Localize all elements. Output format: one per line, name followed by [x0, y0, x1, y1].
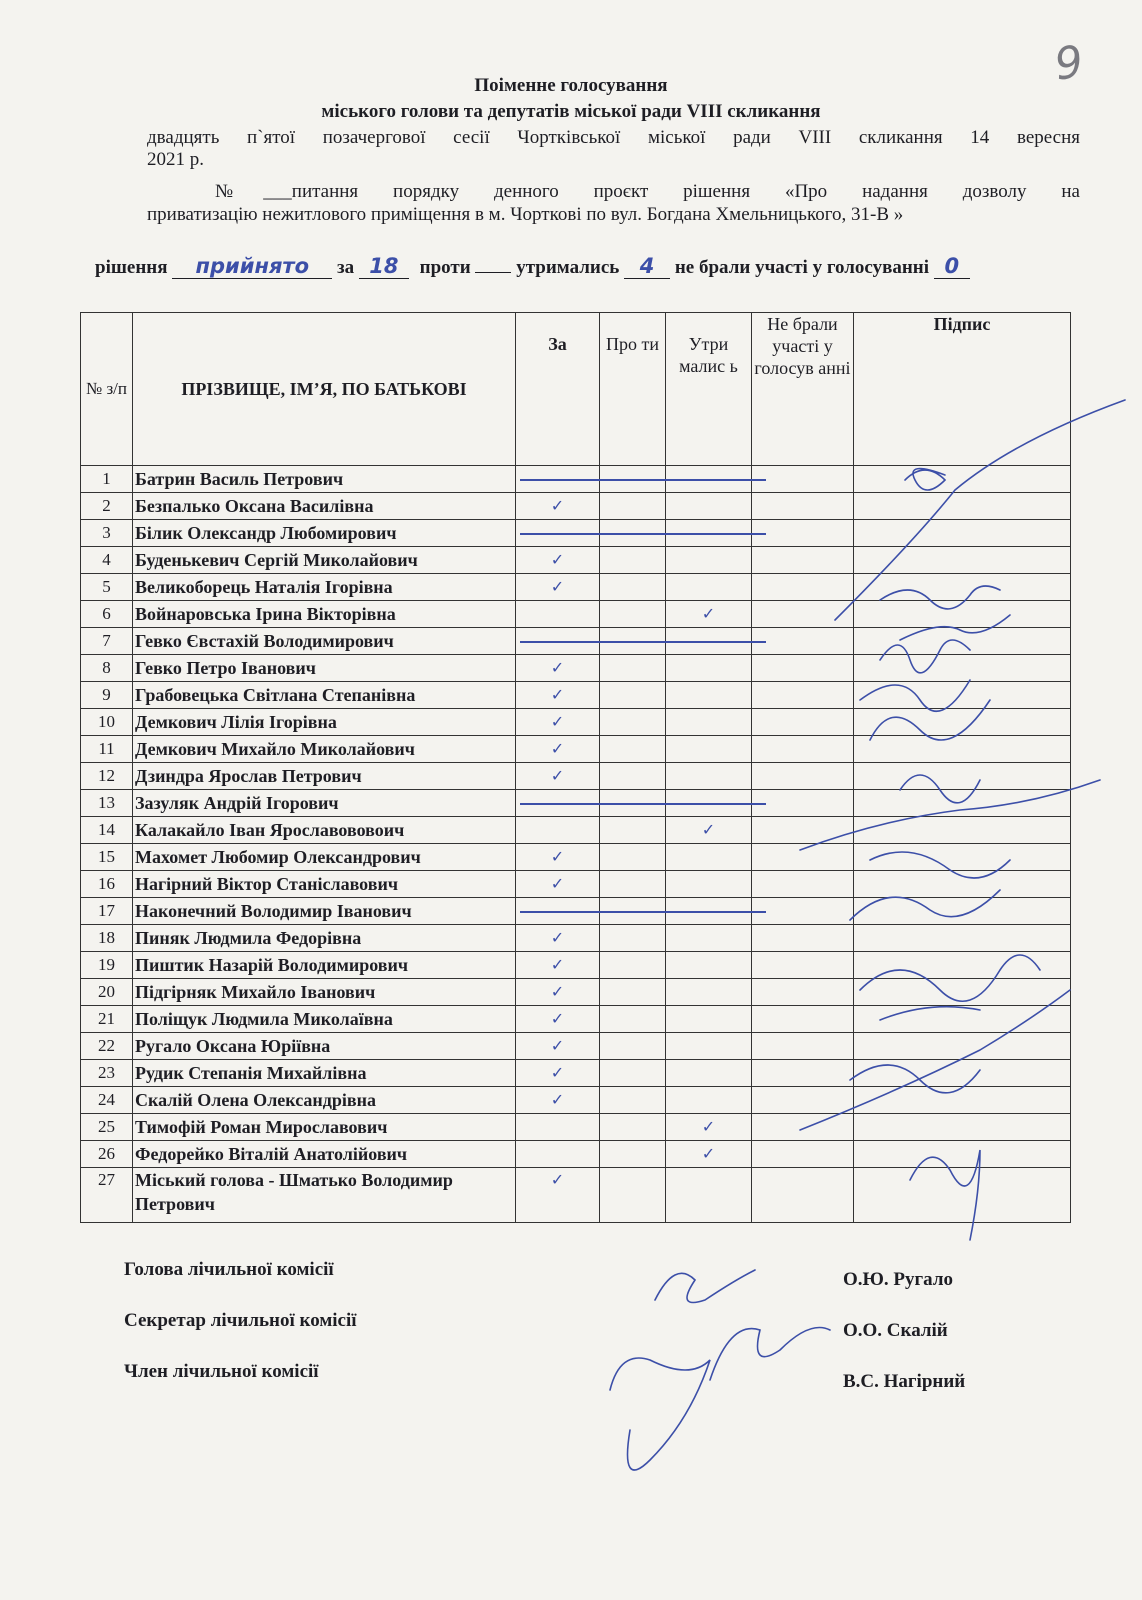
header-not-voted: Не брали участі у голосув анні — [752, 313, 854, 466]
deputy-name: Міський голова - Шматько Володимир Петрович — [133, 1168, 516, 1223]
vote-result-line — [95, 256, 970, 279]
signature-cell — [854, 844, 1071, 871]
vote-cell-against — [600, 493, 666, 520]
table-row — [81, 844, 1071, 871]
vote-cell-abstained — [666, 547, 752, 574]
vote-cell-against — [600, 1114, 666, 1141]
vote-cell-abstained — [666, 736, 752, 763]
row-number: 24 — [81, 1087, 133, 1114]
absent-strike-line — [520, 803, 766, 805]
deputy-name: Наконечний Володимир Іванович — [133, 898, 516, 925]
vote-cell-abstained — [666, 1168, 752, 1223]
check-mark-icon: ✓ — [550, 496, 565, 515]
row-number: 4 — [81, 547, 133, 574]
commission-secretary-role: Секретар лічильної комісії — [124, 1310, 357, 1331]
check-mark-icon: ✓ — [550, 874, 565, 893]
vote-cell-against — [600, 763, 666, 790]
vote-cell-against — [600, 1141, 666, 1168]
for-label: за — [337, 257, 355, 278]
abstained-label: утримались — [516, 257, 620, 278]
row-number: 26 — [81, 1141, 133, 1168]
signature-cell — [854, 763, 1071, 790]
vote-cell-not-voted — [752, 790, 854, 817]
header-number: № з/п — [81, 313, 133, 466]
signature-cell — [854, 628, 1071, 655]
commission-chair-role: Голова лічильної комісії — [124, 1259, 334, 1280]
deputy-name: Великоборець Наталія Ігорівна — [133, 574, 516, 601]
deputy-name: Калакайло Іван Ярославововоич — [133, 817, 516, 844]
signature-cell — [854, 547, 1071, 574]
signature-cell — [854, 601, 1071, 628]
deputy-name: Безпалько Оксана Василівна — [133, 493, 516, 520]
vote-cell-abstained — [666, 844, 752, 871]
deputy-name: Гевко Євстахій Володимирович — [133, 628, 516, 655]
table-row — [81, 493, 1071, 520]
vote-cell-against — [600, 1006, 666, 1033]
vote-cell-not-voted — [752, 1168, 854, 1223]
signature-commission-2 — [710, 1328, 830, 1381]
decision-label: рішення — [95, 257, 168, 278]
not-voted-count: 0 — [944, 254, 960, 278]
vote-cell-against — [600, 871, 666, 898]
vote-cell-for — [516, 1168, 600, 1223]
absent-strike-line — [520, 479, 766, 481]
session-line-2: 2021 р. — [147, 149, 204, 170]
table-row — [81, 1033, 1071, 1060]
vote-cell-not-voted — [752, 925, 854, 952]
signature-cell — [854, 1168, 1071, 1223]
row-number: 11 — [81, 736, 133, 763]
vote-cell-for — [516, 1033, 600, 1060]
deputy-name: Дзиндра Ярослав Петрович — [133, 763, 516, 790]
table-row — [81, 736, 1071, 763]
row-number: 13 — [81, 790, 133, 817]
header-abstained: Утри малис ь — [666, 313, 752, 466]
vote-cell-not-voted — [752, 520, 854, 547]
deputy-name: Гевко Петро Іванович — [133, 655, 516, 682]
vote-cell-not-voted — [752, 1114, 854, 1141]
commission-member-name: В.С. Нагірний — [843, 1371, 966, 1392]
vote-cell-against — [600, 979, 666, 1006]
vote-cell-not-voted — [752, 979, 854, 1006]
for-count: 18 — [369, 254, 399, 278]
signature-cell — [854, 952, 1071, 979]
abstained-count: 4 — [639, 254, 655, 278]
signature-cell — [854, 736, 1071, 763]
row-number: 7 — [81, 628, 133, 655]
table-row — [81, 574, 1071, 601]
document-title: Поіменне голосування — [474, 75, 668, 96]
vote-cell-not-voted — [752, 655, 854, 682]
signature-cell — [854, 1006, 1071, 1033]
vote-cell-against — [600, 709, 666, 736]
signature-cell — [854, 1114, 1071, 1141]
check-mark-icon: ✓ — [701, 820, 716, 839]
header-against: Про ти — [600, 313, 666, 466]
signature-cell — [854, 1033, 1071, 1060]
vote-cell-not-voted — [752, 1033, 854, 1060]
header-name: ПРІЗВИЩЕ, ІМ’Я, ПО БАТЬКОВІ — [133, 313, 516, 466]
page-number: 9 — [1051, 36, 1087, 91]
check-mark-icon: ✓ — [550, 1090, 565, 1109]
vote-cell-for — [516, 682, 600, 709]
roll-call-table — [80, 312, 1071, 1223]
vote-cell-against — [600, 1087, 666, 1114]
vote-cell-for — [516, 1060, 600, 1087]
vote-cell-against — [600, 817, 666, 844]
signature-commission-1 — [655, 1270, 755, 1303]
deputy-name: Нагірний Віктор Станіславович — [133, 871, 516, 898]
vote-cell-not-voted — [752, 1006, 854, 1033]
vote-cell-abstained — [666, 1114, 752, 1141]
decision-value: прийнято — [195, 254, 310, 278]
vote-cell-abstained — [666, 709, 752, 736]
row-number: 17 — [81, 898, 133, 925]
vote-cell-abstained — [666, 817, 752, 844]
signature-cell — [854, 574, 1071, 601]
vote-cell-against — [600, 547, 666, 574]
vote-cell-not-voted — [752, 844, 854, 871]
table-row — [81, 763, 1071, 790]
check-mark-icon: ✓ — [701, 1117, 716, 1136]
vote-cell-against — [600, 1168, 666, 1223]
vote-cell-against — [600, 844, 666, 871]
signature-cell — [854, 655, 1071, 682]
vote-cell-not-voted — [752, 736, 854, 763]
vote-cell-not-voted — [752, 817, 854, 844]
signature-cell — [854, 817, 1071, 844]
signature-cell — [854, 466, 1071, 493]
row-number: 22 — [81, 1033, 133, 1060]
deputy-name: Скалій Олена Олександрівна — [133, 1087, 516, 1114]
deputy-name: Грабовецька Світлана Степанівна — [133, 682, 516, 709]
vote-cell-not-voted — [752, 898, 854, 925]
row-number: 2 — [81, 493, 133, 520]
vote-cell-against — [600, 1033, 666, 1060]
vote-cell-for — [516, 1006, 600, 1033]
vote-cell-abstained — [666, 1141, 752, 1168]
vote-cell-not-voted — [752, 952, 854, 979]
check-mark-icon: ✓ — [550, 928, 565, 947]
vote-cell-for — [516, 601, 600, 628]
commission-chair-name: О.Ю. Ругало — [843, 1269, 953, 1290]
vote-cell-not-voted — [752, 493, 854, 520]
deputy-name: Ругало Оксана Юріївна — [133, 1033, 516, 1060]
vote-cell-not-voted — [752, 682, 854, 709]
vote-cell-abstained — [666, 1033, 752, 1060]
vote-cell-for — [516, 817, 600, 844]
vote-cell-for — [516, 925, 600, 952]
deputy-name: Федорейко Віталій Анатолійович — [133, 1141, 516, 1168]
vote-cell-abstained — [666, 763, 752, 790]
deputy-name: Махомет Любомир Олександрович — [133, 844, 516, 871]
vote-cell-abstained — [666, 952, 752, 979]
signature-cell — [854, 709, 1071, 736]
vote-cell-not-voted — [752, 574, 854, 601]
row-number: 5 — [81, 574, 133, 601]
vote-cell-not-voted — [752, 466, 854, 493]
table-row — [81, 601, 1071, 628]
vote-cell-against — [600, 925, 666, 952]
signature-cell — [854, 520, 1071, 547]
table-row — [81, 655, 1071, 682]
vote-cell-for — [516, 493, 600, 520]
vote-cell-not-voted — [752, 1087, 854, 1114]
check-mark-icon: ✓ — [550, 982, 565, 1001]
vote-cell-against — [600, 1060, 666, 1087]
vote-cell-abstained — [666, 979, 752, 1006]
vote-cell-for — [516, 763, 600, 790]
vote-cell-abstained — [666, 871, 752, 898]
vote-cell-abstained — [666, 601, 752, 628]
not-voted-label: не брали участі у голосуванні — [674, 257, 930, 278]
row-number: 9 — [81, 682, 133, 709]
vote-cell-abstained — [666, 1006, 752, 1033]
commission-member-role: Член лічильної комісії — [124, 1361, 319, 1382]
question-line-2: приватизацію нежитлового приміщення в м. Чорткові по вул. Богдана Хмельницького, 31-В » — [147, 204, 904, 225]
vote-cell-abstained — [666, 682, 752, 709]
check-mark-icon: ✓ — [550, 1063, 565, 1082]
signature-cell — [854, 898, 1071, 925]
table-row — [81, 925, 1071, 952]
vote-cell-for — [516, 1087, 600, 1114]
row-number: 1 — [81, 466, 133, 493]
row-number: 6 — [81, 601, 133, 628]
row-number: 19 — [81, 952, 133, 979]
vote-cell-not-voted — [752, 1141, 854, 1168]
vote-cell-for — [516, 547, 600, 574]
signature-cell — [854, 1141, 1071, 1168]
vote-cell-against — [600, 682, 666, 709]
deputy-name: Войнаровська Ірина Вікторівна — [133, 601, 516, 628]
row-number: 14 — [81, 817, 133, 844]
check-mark-icon: ✓ — [550, 685, 565, 704]
absent-strike-line — [520, 533, 766, 535]
deputy-name: Поліщук Людмила Миколаївна — [133, 1006, 516, 1033]
table-row — [81, 979, 1071, 1006]
vote-cell-not-voted — [752, 547, 854, 574]
session-line-1: двадцять п`ятої позачергової сесії Чортківської міської ради VIII скликання 14 вересня — [147, 127, 1080, 148]
header-signature: Підпис — [854, 313, 1071, 466]
row-number: 12 — [81, 763, 133, 790]
vote-cell-for — [516, 952, 600, 979]
table-row — [81, 952, 1071, 979]
deputy-name: Зазуляк Андрій Ігорович — [133, 790, 516, 817]
vote-cell-not-voted — [752, 871, 854, 898]
deputy-name: Пиштик Назарій Володимирович — [133, 952, 516, 979]
table-row — [81, 1087, 1071, 1114]
commission-secretary-name: О.О. Скалій — [843, 1320, 948, 1341]
table-row — [81, 1114, 1071, 1141]
check-mark-icon: ✓ — [550, 658, 565, 677]
check-mark-icon: ✓ — [550, 1170, 565, 1189]
deputy-name: Пиняк Людмила Федорівна — [133, 925, 516, 952]
signature-commission-3 — [610, 1358, 710, 1470]
deputy-name: Білик Олександр Любомирович — [133, 520, 516, 547]
signature-cell — [854, 925, 1071, 952]
vote-cell-not-voted — [752, 709, 854, 736]
check-mark-icon: ✓ — [550, 739, 565, 758]
table-row — [81, 871, 1071, 898]
table-row — [81, 817, 1071, 844]
deputy-name: Буденькевич Сергій Миколайович — [133, 547, 516, 574]
document-subtitle: міського голови та депутатів міської ради VIII скликання — [321, 101, 821, 122]
vote-cell-abstained — [666, 493, 752, 520]
vote-cell-for — [516, 979, 600, 1006]
check-mark-icon: ✓ — [550, 955, 565, 974]
table-row — [81, 1141, 1071, 1168]
vote-cell-not-voted — [752, 601, 854, 628]
deputy-name: Батрин Василь Петрович — [133, 466, 516, 493]
row-number: 15 — [81, 844, 133, 871]
vote-cell-against — [600, 574, 666, 601]
vote-cell-for — [516, 1114, 600, 1141]
deputy-name: Підгірняк Михайло Іванович — [133, 979, 516, 1006]
check-mark-icon: ✓ — [701, 604, 716, 623]
check-mark-icon: ✓ — [550, 847, 565, 866]
signature-cell — [854, 682, 1071, 709]
check-mark-icon: ✓ — [550, 1009, 565, 1028]
vote-cell-against — [600, 601, 666, 628]
row-number: 21 — [81, 1006, 133, 1033]
vote-cell-for — [516, 709, 600, 736]
signature-cell — [854, 1087, 1071, 1114]
deputy-name: Тимофій Роман Мирославович — [133, 1114, 516, 1141]
check-mark-icon: ✓ — [550, 577, 565, 596]
vote-cell-against — [600, 952, 666, 979]
vote-cell-for — [516, 1141, 600, 1168]
row-number: 23 — [81, 1060, 133, 1087]
absent-strike-line — [520, 911, 766, 913]
table-row — [81, 682, 1071, 709]
question-line-1: №___питання порядку денного проєкт рішення «Про надання дозволу на — [215, 181, 1080, 202]
vote-cell-for — [516, 736, 600, 763]
table-row — [81, 1006, 1071, 1033]
table-row — [81, 1060, 1071, 1087]
row-number: 16 — [81, 871, 133, 898]
row-number: 20 — [81, 979, 133, 1006]
row-number: 8 — [81, 655, 133, 682]
vote-cell-abstained — [666, 1060, 752, 1087]
vote-cell-abstained — [666, 574, 752, 601]
vote-cell-against — [600, 655, 666, 682]
header-for: За — [516, 313, 600, 466]
vote-cell-abstained — [666, 925, 752, 952]
signature-cell — [854, 493, 1071, 520]
against-label: проти — [419, 257, 471, 278]
vote-cell-for — [516, 871, 600, 898]
vote-cell-for — [516, 844, 600, 871]
vote-cell-abstained — [666, 1087, 752, 1114]
deputy-name: Рудик Степанія Михайлівна — [133, 1060, 516, 1087]
check-mark-icon: ✓ — [550, 712, 565, 731]
check-mark-icon: ✓ — [550, 550, 565, 569]
row-number: 27 — [81, 1168, 133, 1223]
row-number: 10 — [81, 709, 133, 736]
check-mark-icon: ✓ — [550, 766, 565, 785]
table-row — [81, 1168, 1071, 1223]
table-header-row — [81, 313, 1071, 466]
signature-cell — [854, 979, 1071, 1006]
vote-cell-abstained — [666, 655, 752, 682]
table-row — [81, 709, 1071, 736]
vote-cell-for — [516, 655, 600, 682]
vote-cell-not-voted — [752, 763, 854, 790]
signature-cell — [854, 871, 1071, 898]
check-mark-icon: ✓ — [550, 1036, 565, 1055]
signature-cell — [854, 790, 1071, 817]
vote-cell-not-voted — [752, 628, 854, 655]
table-row — [81, 547, 1071, 574]
vote-cell-not-voted — [752, 1060, 854, 1087]
vote-cell-for — [516, 574, 600, 601]
absent-strike-line — [520, 641, 766, 643]
signature-cell — [854, 1060, 1071, 1087]
deputy-name: Демкович Лілія Ігорівна — [133, 709, 516, 736]
deputy-name: Демкович Михайло Миколайович — [133, 736, 516, 763]
row-number: 25 — [81, 1114, 133, 1141]
row-number: 3 — [81, 520, 133, 547]
row-number: 18 — [81, 925, 133, 952]
check-mark-icon: ✓ — [701, 1144, 716, 1163]
vote-cell-against — [600, 736, 666, 763]
